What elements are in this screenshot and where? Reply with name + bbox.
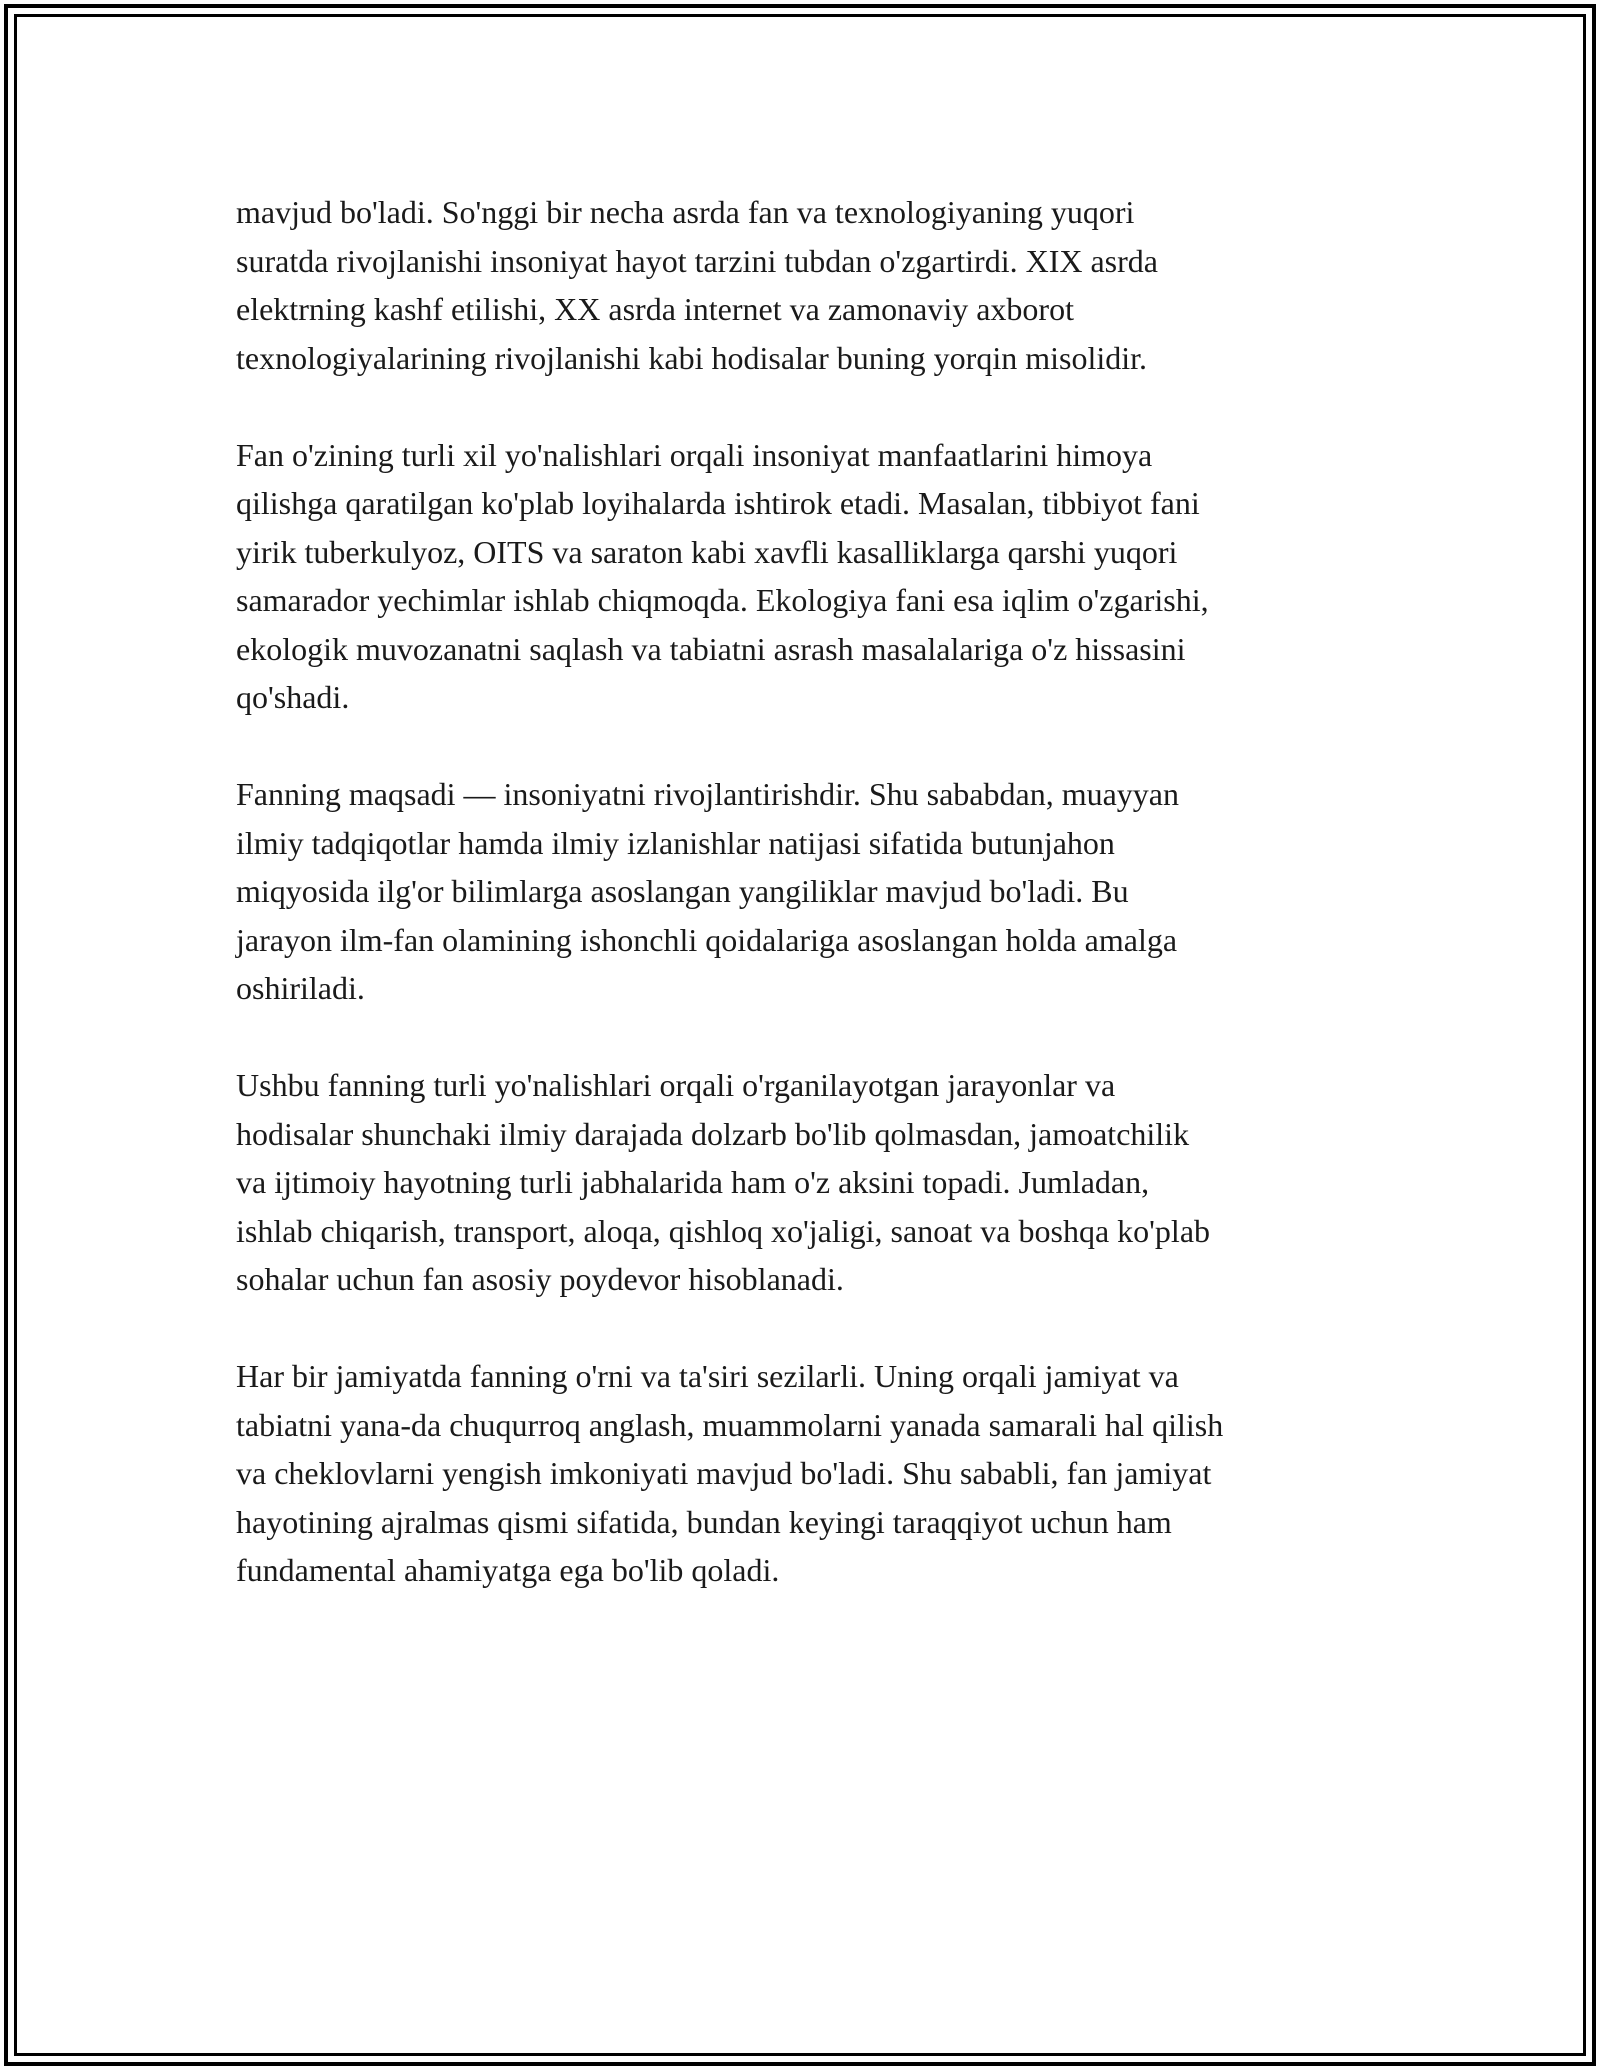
paragraph-3: Fanning maqsadi — insoniyatni rivojlantirishdir. Shu sababdan, muayyan ilmiy tadqiqotlar hamda ilmiy izlanishlar natijasi sifatida butunjahon miqyosida ilg'or bilimlarga asoslangan yangiliklar mavjud bo'ladi. Bu jarayon ilm-fan olamining ishonchli qoidalariga asoslangan holda amalga oshiriladi. bbox=[236, 776, 1179, 1006]
paragraph-4: Ushbu fanning turli yo'nalishlari orqali o'rganilayotgan jarayonlar va hodisalar shunchaki ilmiy darajada dolzarb bo'lib qolmasdan, jamoatchilik va ijtimoiy hayotning turli jabhalarida ham o'z aksini topadi. Jumladan, ishlab chiqarish, transport, aloqa, qishloq xo'jaligi, sanoat va boshqa ko'plab sohalar uchun fan asosiy poydevor hisoblanadi. bbox=[236, 1067, 1211, 1297]
paragraph-1: mavjud bo'ladi. So'nggi bir necha asrda fan va texnologiyaning yuqori suratda rivojlanishi insoniyat hayot tarzini tubdan o'zgartirdi. XIX asrda elektrning kashf etilishi, XX asrda internet va zamonaviy axborot texnologiyalarining rivojlanishi kabi hodisalar buning yorqin misolidir. bbox=[236, 194, 1158, 376]
document-body bbox=[236, 188, 1376, 1643]
paragraph-2: Fan o'zining turli xil yo'nalishlari orqali insoniyat manfaatlarini himoya qilishga qaratilgan ko'plab loyihalarda ishtirok etadi. Masalan, tibbiyot fani yirik tuberkulyoz, OITS va saraton kabi xavfli kasalliklarga qarshi yuqori samarador yechimlar ishlab chiqmoqda. Ekologiya fani esa iqlim o'zgarishi, ekologik muvozanatni saqlash va tabiatni asrash masalalariga o'z hissasini qo'shadi. bbox=[236, 436, 1209, 715]
paragraph-5: Har bir jamiyatda fanning o'rni va ta'siri sezilarli. Uning orqali jamiyat va tabiatni yana-da chuqurroq anglash, muammolarni yanada samarali hal qilish va cheklovlarni yengish imkoniyati mavjud bo'ladi. Shu sababli, fan jamiyat hayotining ajralmas qismi sifatida, bundan keyingi taraqqiyot uchun ham fundamental ahamiyatga ega bo'lib qoladi. bbox=[236, 1358, 1224, 1588]
